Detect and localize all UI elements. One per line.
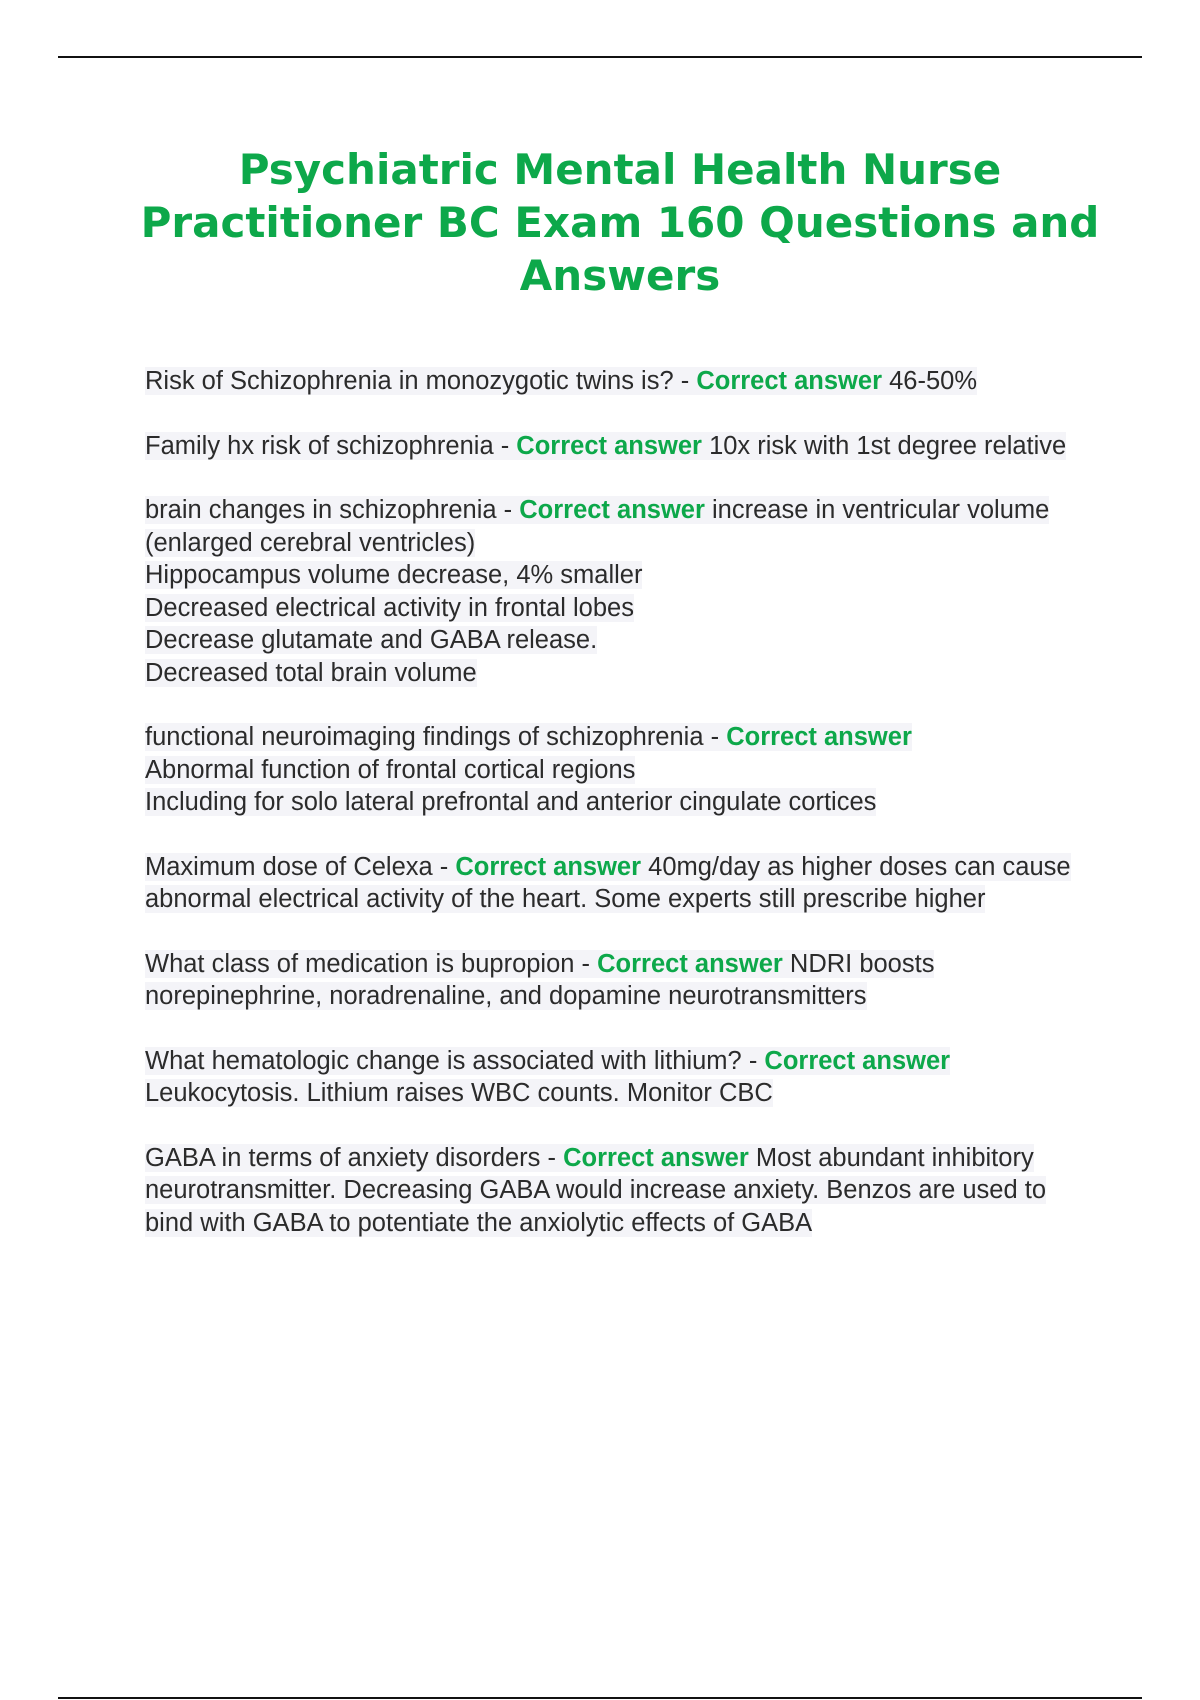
correct-answer-label: Correct answer xyxy=(455,852,642,881)
qa-answer: increase in ventricular volume (enlarged cerebral ventricles) xyxy=(145,496,1050,557)
qa-separator: - xyxy=(673,367,697,395)
document-title: Psychiatric Mental Health Nurse Practitioner BC Exam 160 Questions and Answers xyxy=(140,145,1100,300)
qa-separator: - xyxy=(540,1143,564,1172)
qa-question: Risk of Schizophrenia in monozygotic twins is? xyxy=(145,367,674,395)
qa-answer-line: Decrease glutamate and GABA release. xyxy=(145,626,598,654)
qa-question: functional neuroimaging findings of schizophrenia xyxy=(145,723,704,751)
qa-answer: Most abundant inhibitory neurotransmitter. Decreasing GABA would increase anxiety. Benzos are used to bind with GABA to potentiate the anxiolytic effects of GABA xyxy=(145,1143,1047,1237)
qa-question: brain changes in schizophrenia xyxy=(145,496,497,524)
qa-answer-line: Decreased total brain volume xyxy=(145,658,477,687)
qa-answer-line: Hippocampus volume decrease, 4% smaller xyxy=(145,561,643,589)
qa-answer: 40mg/day as higher doses can cause abnormal electrical activity of the heart. Some experts still prescribe higher xyxy=(145,852,1071,913)
qa-answer-line: Including for solo lateral prefrontal and anterior cingulate cortices xyxy=(145,788,877,816)
correct-answer-label: Correct answer xyxy=(516,431,702,460)
qa-answer: NDRI boosts norepinephrine, noradrenaline, and dopamine neurotransmitters xyxy=(145,949,935,1010)
correct-answer-label: Correct answer xyxy=(726,723,912,751)
correct-answer-label: Correct answer xyxy=(519,496,705,524)
correct-answer-label: Correct answer xyxy=(764,1046,951,1075)
qa-answer-line: Leukocytosis. Lithium raises WBC counts. Monitor CBC xyxy=(145,1079,773,1107)
qa-question: Family hx risk of schizophrenia xyxy=(145,431,494,460)
qa-question: GABA in terms of anxiety disorders xyxy=(145,1143,541,1172)
qa-separator: - xyxy=(703,723,727,751)
qa-answer-line: Decreased electrical activity in frontal lobes xyxy=(145,593,634,622)
qa-item xyxy=(145,1142,1095,1240)
qa-separator: - xyxy=(496,496,520,524)
qa-question: What class of medication is bupropion xyxy=(145,949,575,978)
qa-answer: 46-50% xyxy=(889,367,977,395)
correct-answer-label: Correct answer xyxy=(696,367,882,395)
qa-question: Maximum dose of Celexa xyxy=(145,852,433,881)
qa-item xyxy=(145,430,1095,463)
qa-separator: - xyxy=(493,431,517,460)
qa-item xyxy=(145,721,1095,819)
qa-question: What hematologic change is associated with lithium? xyxy=(145,1046,742,1075)
qa-item xyxy=(145,1045,1095,1110)
qa-item xyxy=(145,365,1095,398)
qa-list xyxy=(145,365,1095,1271)
qa-separator: - xyxy=(741,1046,765,1075)
qa-answer: 10x risk with 1st degree relative xyxy=(709,431,1067,460)
qa-item xyxy=(145,494,1095,689)
qa-item xyxy=(145,948,1095,1013)
qa-separator: - xyxy=(432,852,456,881)
top-divider xyxy=(58,56,1142,58)
bottom-divider xyxy=(58,1697,1142,1699)
correct-answer-label: Correct answer xyxy=(563,1143,749,1172)
correct-answer-label: Correct answer xyxy=(597,949,783,978)
qa-answer-line: Abnormal function of frontal cortical regions xyxy=(145,755,636,784)
qa-item xyxy=(145,851,1095,916)
qa-separator: - xyxy=(574,949,598,978)
